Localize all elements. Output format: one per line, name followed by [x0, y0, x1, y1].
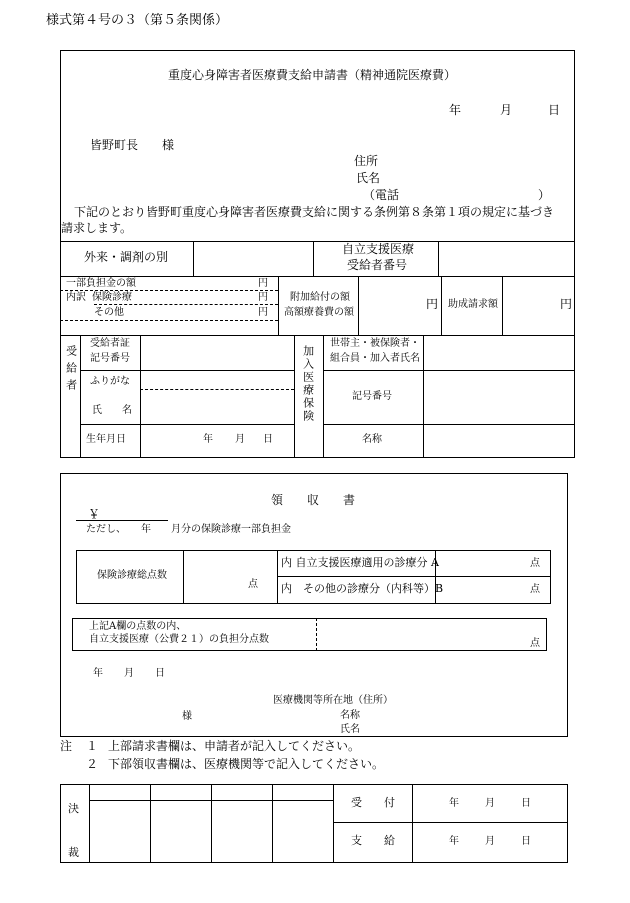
received-label: 受 付 [351, 796, 395, 809]
institution-address-label: 医療機関等所在地（住所） [273, 695, 393, 706]
name-shi: 氏 [92, 405, 102, 416]
copay-total-label: 一部負担金の額 [66, 278, 136, 289]
yen-unit: 円 [258, 307, 268, 318]
note-2-text: 下部領収書欄は、医療機関等で記入してください。 [108, 757, 385, 771]
note-1-number: １ [86, 739, 99, 753]
point-unit: 点 [530, 638, 540, 649]
institution-name-label: 名称 [340, 710, 360, 721]
receipt-date-month: 月 [124, 668, 134, 679]
paid-label: 支 給 [351, 834, 395, 847]
breakdown-label: 内訳 [66, 292, 86, 303]
other-label: その他 [94, 307, 124, 318]
receipt-sama: 様 [182, 711, 192, 722]
received-month: 月 [485, 798, 495, 809]
decision-label-1: 決 [68, 802, 79, 815]
birth-year: 年 [203, 434, 213, 445]
extra-label-2: 高額療養費の額 [284, 307, 354, 318]
note-line-2: 自立支援医療（公費２１）の負担分点数 [89, 634, 269, 645]
furigana-label: ふりがな [90, 376, 130, 387]
yen-unit: 円 [426, 297, 439, 311]
date-month: 月 [500, 103, 513, 117]
row-a-label: 内 自立支援医療適用の診療分 A [281, 556, 439, 569]
yen-sign: ￥ [88, 507, 101, 521]
note-1-text: 上部請求書欄は、申請者が記入してください。 [108, 739, 361, 753]
paid-year: 年 [449, 836, 459, 847]
note-line-1: 上記A欄の点数の内、 [89, 621, 187, 632]
decision-label-2: 裁 [68, 846, 79, 859]
note-2-number: ２ [86, 757, 99, 771]
cert-num-label-2: 記号番号 [90, 353, 130, 364]
symbol-number-label: 記号番号 [352, 391, 392, 402]
addressee: 皆野町長 様 [90, 138, 175, 152]
birthdate-label: 生年月日 [86, 434, 126, 445]
certificate-label-2: 受給者番号 [347, 258, 408, 272]
institution-person-label: 氏名 [340, 724, 360, 735]
statement-line-2: 請求します。 [61, 221, 133, 235]
birth-month: 月 [235, 434, 245, 445]
receipt-however: ただし、 年 月分の保険診療一部負担金 [86, 524, 291, 535]
householder-label-1: 世帯主・被保険者・ [330, 338, 420, 349]
date-year: 年 [449, 103, 462, 117]
yen-unit: 円 [560, 297, 573, 311]
insurance-vertical-label: 加入医療保険 [301, 345, 315, 423]
phone-open: （電話 [363, 188, 400, 202]
birth-day: 日 [263, 434, 273, 445]
received-day: 日 [521, 798, 531, 809]
receipt-date-day: 日 [155, 668, 165, 679]
paid-day: 日 [521, 836, 531, 847]
total-points-label: 保険診療総点数 [97, 570, 167, 581]
receipt-date-year: 年 [93, 668, 103, 679]
extra-label-1: 附加給付の額 [290, 292, 350, 303]
name-mei: 名 [122, 405, 132, 416]
address-label: 住所 [354, 154, 379, 168]
phone-close: ） [538, 188, 551, 202]
point-unit: 点 [248, 579, 258, 590]
certificate-label-1: 自立支援医療 [342, 242, 415, 256]
notes-prefix: 注 [60, 739, 73, 753]
date-day: 日 [548, 103, 561, 117]
insurer-name-label: 名称 [362, 434, 382, 445]
yen-unit: 円 [258, 292, 268, 303]
yen-unit: 円 [258, 278, 268, 289]
receipt-title: 領 収 書 [271, 493, 356, 507]
point-unit: 点 [530, 558, 540, 569]
point-unit: 点 [530, 584, 540, 595]
paid-month: 月 [485, 836, 495, 847]
recipient-vertical-label: 受給者 [64, 345, 78, 396]
subsidy-label: 助成請求額 [448, 299, 498, 310]
application-title: 重度心身障害者医療費支給申請書（精神通院医療費） [168, 68, 457, 82]
cert-num-label-1: 受給者証 [90, 338, 130, 349]
approval-table [60, 784, 568, 863]
insurance-label: 保険診療 [92, 292, 132, 303]
received-year: 年 [449, 798, 459, 809]
householder-label-2: 組合員・加入者氏名 [330, 353, 420, 364]
form-number: 様式第４号の３（第５条関係） [46, 13, 229, 28]
statement-line-1: 下記のとおり皆野町重度心身障害者医療費支給に関する条例第８条第１項の規定に基づき [74, 205, 555, 219]
name-label: 氏名 [356, 171, 381, 185]
row-b-label: 内 その他の診療分（内科等）B [281, 582, 444, 595]
outpatient-label: 外来・調剤の別 [84, 250, 169, 264]
